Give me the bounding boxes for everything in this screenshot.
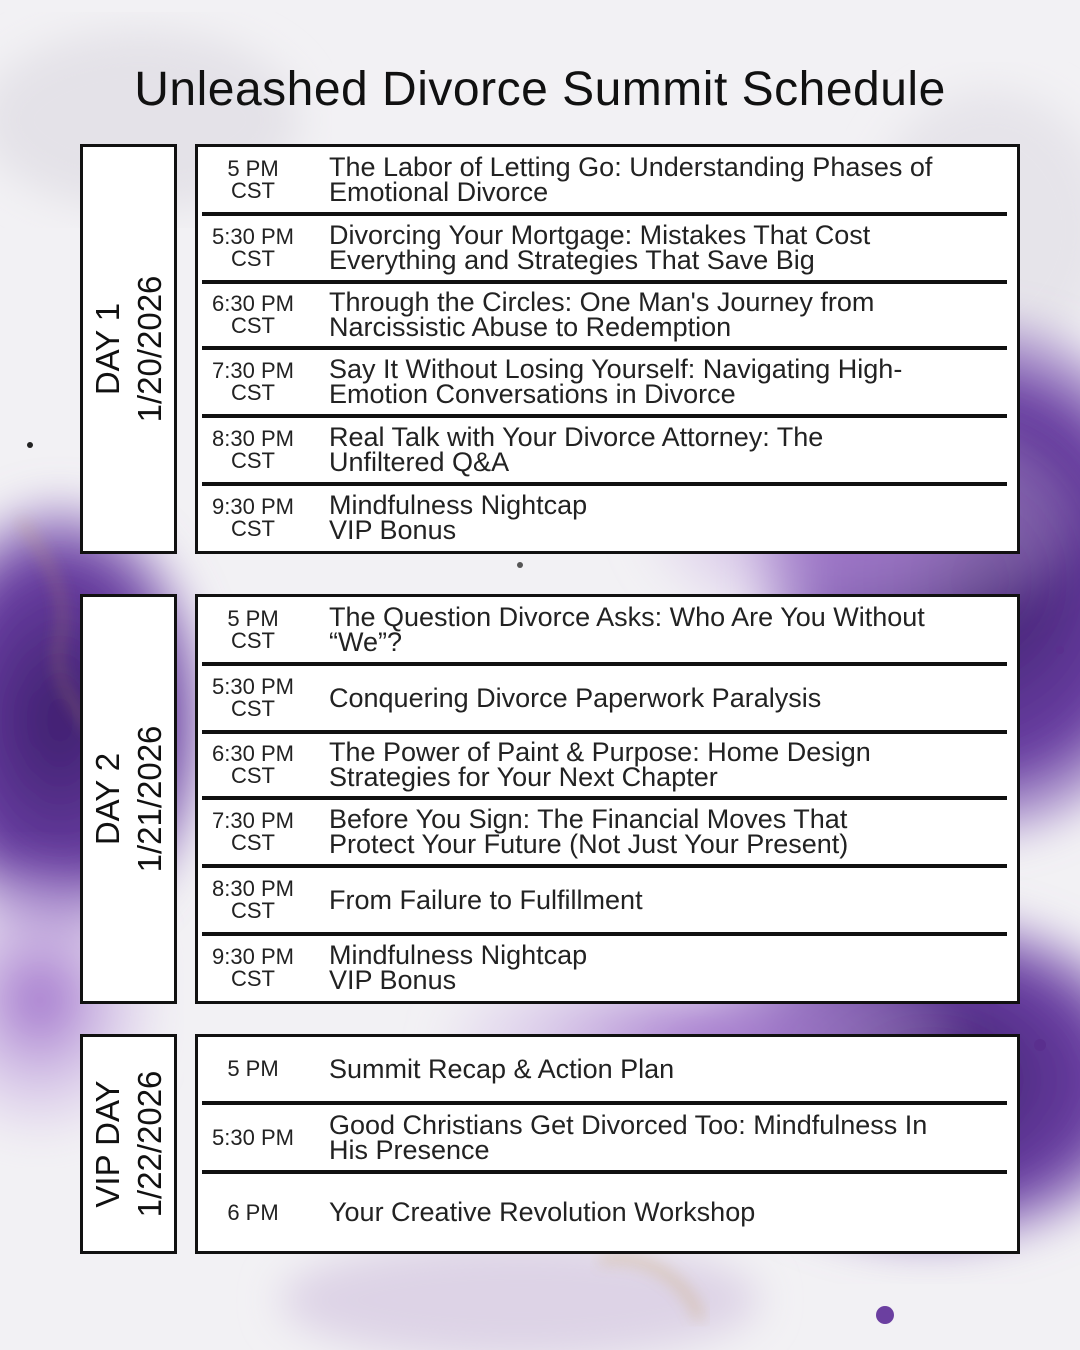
- session-row: [202, 147, 1007, 216]
- session-row: [202, 284, 1007, 350]
- session-row: [202, 868, 1007, 936]
- session-title: Say It Without Losing Yourself: Navigating High-: [329, 354, 903, 384]
- page-title: Unleashed Divorce Summit Schedule: [134, 63, 946, 116]
- session-time: 8:30 PM: [212, 876, 294, 901]
- session-title: From Failure to Fulfillment: [329, 884, 643, 915]
- session-row: [202, 418, 1007, 486]
- session-zone: CST: [231, 966, 275, 991]
- session-title: Divorcing Your Mortgage: Mistakes That Cost: [329, 220, 871, 250]
- session-zone: CST: [231, 380, 275, 405]
- session-time: 5 PM: [227, 155, 279, 181]
- session-title-line-2: Unfiltered Q&A: [329, 447, 510, 477]
- session-zone: CST: [231, 516, 275, 541]
- session-time: 6:30 PM: [212, 741, 294, 766]
- session-time: 5:30 PM: [212, 674, 294, 699]
- session-title: Conquering Divorce Paperwork Paralysis: [329, 682, 822, 713]
- session-title-line-2: “We”?: [329, 626, 403, 657]
- session-row: [202, 1105, 1007, 1174]
- day-1-label: [80, 144, 177, 554]
- session-time: 7:30 PM: [212, 808, 294, 833]
- session-time: 5:30 PM: [212, 1124, 294, 1150]
- session-row: [202, 216, 1007, 284]
- session-zone: CST: [231, 763, 275, 788]
- session-title-line-2: Emotion Conversations in Divorce: [329, 379, 736, 409]
- day-1-name: DAY 1: [88, 302, 126, 396]
- session-time: 9:30 PM: [212, 944, 294, 969]
- session-row: [202, 350, 1007, 418]
- session-zone: CST: [231, 177, 275, 203]
- session-zone: CST: [231, 627, 275, 653]
- session-time: 6 PM: [227, 1199, 279, 1225]
- session-row: [202, 666, 1007, 734]
- session-zone: CST: [231, 898, 275, 923]
- session-time: 9:30 PM: [212, 494, 294, 519]
- session-zone: CST: [231, 448, 275, 473]
- session-time: 5:30 PM: [212, 224, 294, 249]
- vip-day-name: VIP DAY: [88, 1080, 126, 1208]
- day-1-schedule: [195, 144, 1020, 554]
- vip-day-schedule: [195, 1034, 1020, 1254]
- session-title: Mindfulness Nightcap: [329, 940, 588, 970]
- session-title: Before You Sign: The Financial Moves That: [329, 804, 848, 834]
- session-zone: CST: [231, 246, 275, 271]
- day-2-date: 1/21/2026: [130, 725, 168, 873]
- session-title: The Question Divorce Asks: Who Are You Without: [329, 601, 925, 632]
- day-2-name: DAY 2: [88, 752, 126, 846]
- session-title-line-2: Narcissistic Abuse to Redemption: [329, 312, 732, 342]
- session-time: 8:30 PM: [212, 426, 294, 451]
- session-time: 5 PM: [227, 605, 279, 631]
- session-title: Through the Circles: One Man's Journey from: [329, 287, 875, 317]
- session-title: Your Creative Revolution Workshop: [329, 1197, 756, 1227]
- session-title: The Labor of Letting Go: Understanding Phases of: [329, 151, 933, 182]
- session-time: 5 PM: [227, 1056, 279, 1081]
- session-title-line-2: His Presence: [329, 1134, 490, 1165]
- session-row: [198, 486, 1017, 550]
- session-title: Good Christians Get Divorced Too: Mindfulness In: [329, 1109, 928, 1140]
- day-2-schedule: [195, 594, 1020, 1004]
- day-1-date: 1/20/2026: [130, 275, 168, 423]
- session-row: [202, 734, 1007, 800]
- session-row: [202, 597, 1007, 666]
- session-title-line-2: VIP Bonus: [329, 965, 457, 995]
- session-title-line-2: Strategies for Your Next Chapter: [329, 762, 718, 792]
- session-time: 6:30 PM: [212, 291, 294, 316]
- session-row: [198, 936, 1017, 1000]
- session-row: [198, 1174, 1017, 1251]
- session-title: Mindfulness Nightcap: [329, 490, 588, 520]
- session-title-line-2: Everything and Strategies That Save Big: [329, 245, 815, 275]
- session-title: Real Talk with Your Divorce Attorney: The: [329, 422, 824, 452]
- session-time: 7:30 PM: [212, 358, 294, 383]
- session-title: The Power of Paint & Purpose: Home Design: [329, 737, 871, 767]
- session-title-line-2: VIP Bonus: [329, 515, 457, 545]
- vip-day-date: 1/22/2026: [130, 1070, 168, 1218]
- session-zone: CST: [231, 313, 275, 338]
- session-title-line-2: Protect Your Future (Not Just Your Present): [329, 829, 849, 859]
- session-zone: CST: [231, 830, 275, 855]
- session-row: [202, 1037, 1007, 1105]
- session-title: Summit Recap & Action Plan: [329, 1053, 675, 1084]
- session-row: [202, 800, 1007, 868]
- day-2-label: [80, 594, 177, 1004]
- session-zone: CST: [231, 696, 275, 721]
- vip-day-label: [80, 1034, 177, 1254]
- session-title-line-2: Emotional Divorce: [329, 176, 549, 207]
